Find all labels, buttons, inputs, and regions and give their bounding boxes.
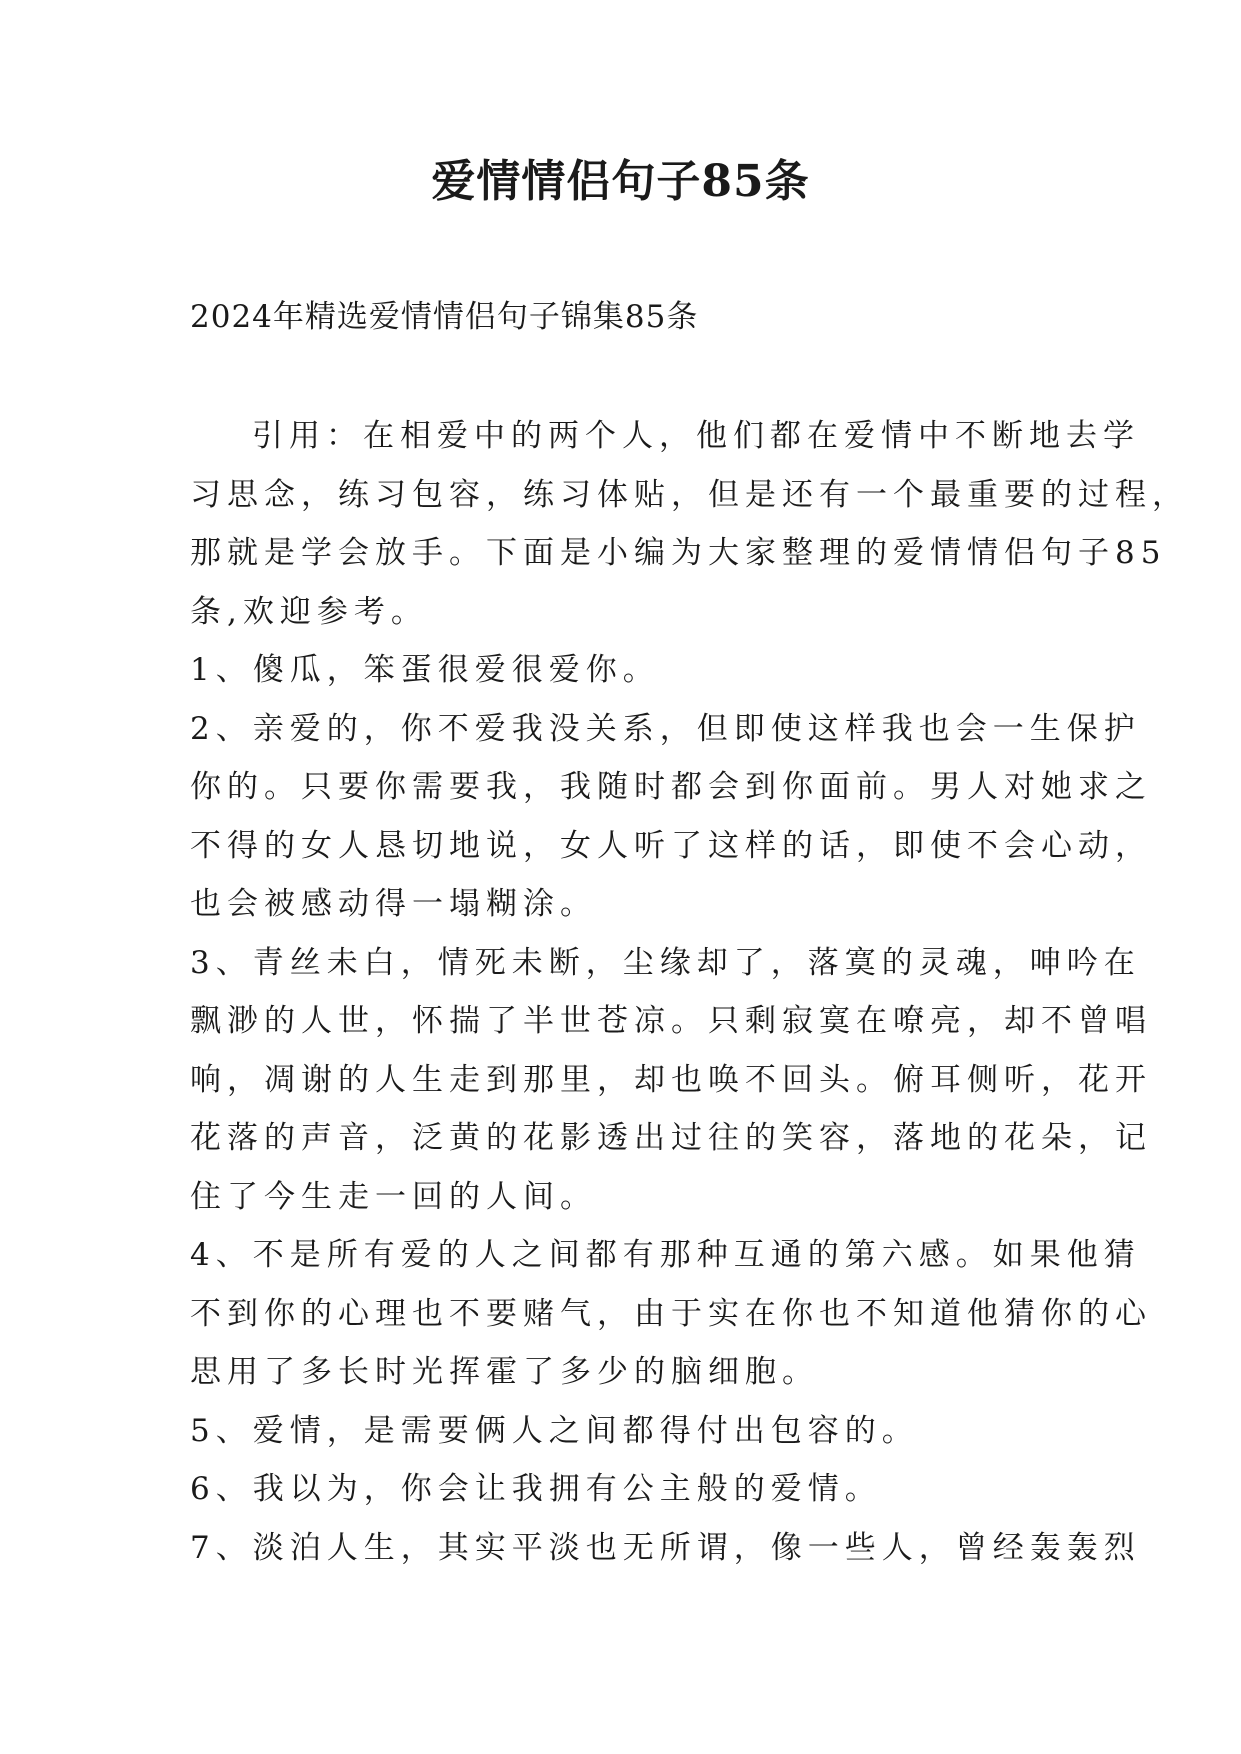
body-line: 6、我以为，你会让我拥有公主般的爱情。 bbox=[190, 1471, 882, 1507]
body-line: 思用了多长时光挥霍了多少的脑细胞。 bbox=[190, 1354, 819, 1390]
body-line: 住了今生走一回的人间。 bbox=[190, 1178, 597, 1215]
document-body bbox=[190, 407, 1189, 1577]
body-line: 飘渺的人世，怀揣了半世苍凉。只剩寂寞在嘹亮，却不曾唱 bbox=[190, 1003, 1152, 1039]
document-subtitle: 2024年精选爱情情侣句子锦集85条 bbox=[190, 299, 699, 335]
body-line: 条,欢迎参考。 bbox=[190, 593, 428, 630]
body-line: 5、爱情，是需要俩人之间都得付出包容的。 bbox=[190, 1412, 919, 1449]
body-line: 习思念，练习包容，练习体贴，但是还有一个最重要的过程， bbox=[190, 476, 1189, 513]
body-line: 不得的女人恳切地说，女人听了这样的话，即使不会心动， bbox=[190, 827, 1152, 864]
body-line: 7、淡泊人生，其实平淡也无所谓，像一些人，曾经轰轰烈 bbox=[190, 1529, 1141, 1566]
body-line: 你的。只要你需要我，我随时都会到你面前。男人对她求之 bbox=[190, 769, 1152, 805]
body-line: 2、亲爱的，你不爱我没关系，但即使这样我也会一生保护 bbox=[190, 710, 1141, 747]
body-line: 不到你的心理也不要赌气，由于实在你也不知道他猜你的心 bbox=[190, 1295, 1152, 1332]
body-line: 花落的声音，泛黄的花影透出过往的笑容，落地的花朵，记 bbox=[190, 1120, 1152, 1156]
body-line: 那就是学会放手。下面是小编为大家整理的爱情情侣句子85 bbox=[190, 535, 1167, 571]
body-line: 4、不是所有爱的人之间都有那种互通的第六感。如果他猜 bbox=[190, 1237, 1141, 1273]
body-line: 响，凋谢的人生走到那里，却也唤不回头。俯耳侧听，花开 bbox=[190, 1061, 1152, 1098]
body-line: 3、青丝未白，情死未断，尘缘却了，落寞的灵魂，呻吟在 bbox=[190, 944, 1141, 981]
body-line: 引用：在相爱中的两个人，他们都在爱情中不断地去学 bbox=[252, 418, 1140, 454]
body-line: 也会被感动得一塌糊涂。 bbox=[190, 886, 597, 922]
document-title: 爱情情侣句子85条 bbox=[431, 156, 810, 207]
body-line: 1、傻瓜，笨蛋很爱很爱你。 bbox=[190, 652, 660, 688]
